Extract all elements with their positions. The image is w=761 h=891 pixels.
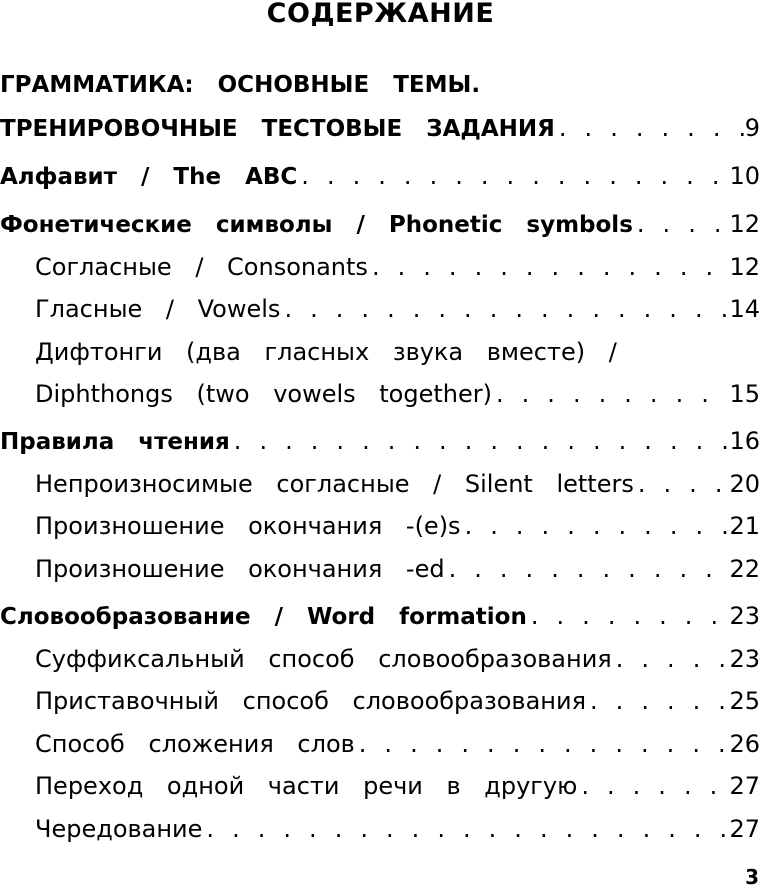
dot-leader — [492, 380, 729, 408]
toc-entry-label: Diphthongs (two vowels together) — [35, 380, 492, 408]
toc-page-number: 27 — [729, 772, 760, 800]
toc-entry-label: Способ сложения слов — [35, 730, 355, 758]
dot-leader — [586, 687, 729, 715]
dot-leader — [633, 210, 730, 238]
toc-entry-label: Фонетические символы / Phonetic symbols — [0, 212, 633, 238]
toc-page-number: 27 — [729, 815, 760, 843]
toc-entry-label: Чередование — [35, 815, 203, 843]
toc-entry-label: ГРАММАТИКА: ОСНОВНЫЕ ТЕМЫ. — [0, 72, 481, 98]
toc-page-number: 25 — [729, 687, 760, 715]
toc-entry-label: Алфавит / The ABC — [0, 164, 298, 190]
toc-entry-label: Непроизносимые согласные / Silent letters — [35, 470, 634, 498]
toc-entry-label: ТРЕНИРОВОЧНЫЕ ТЕСТОВЫЕ ЗАДАНИЯ — [0, 116, 555, 142]
toc-entry-label: Произношение окончания -(e)s — [35, 512, 461, 540]
toc-page-number: 22 — [729, 555, 760, 583]
toc-entry-grammar-heading[interactable] — [0, 72, 760, 102]
toc-entry-vowels[interactable] — [35, 295, 760, 325]
page-title: СОДЕРЖАНИЕ — [266, 0, 495, 29]
toc-page-number: 23 — [729, 602, 760, 630]
toc-entry-label: Дифтонги (два гласных звука вместе) / — [35, 338, 617, 366]
dot-leader — [280, 295, 729, 323]
dot-leader — [368, 253, 730, 281]
toc-entry-alphabet[interactable] — [0, 162, 760, 192]
dot-leader — [202, 815, 729, 843]
toc-page-number: 12 — [729, 253, 760, 281]
toc-entry-ending-ed[interactable] — [35, 555, 760, 585]
toc-page-number: 10 — [729, 162, 760, 190]
toc-entry-grammar-tests[interactable] — [0, 114, 760, 144]
toc-page-number: 26 — [729, 730, 760, 758]
dot-leader — [612, 645, 730, 673]
toc-page-number: 23 — [729, 645, 760, 673]
toc-entry-label: Правила чтения — [0, 429, 230, 455]
dot-leader — [230, 427, 730, 455]
dot-leader — [461, 512, 730, 540]
toc-entry-diphthongs-line1[interactable] — [35, 338, 760, 368]
toc-entry-label: Суффиксальный способ словообразования — [35, 645, 612, 673]
toc-entry-silent-letters[interactable] — [35, 470, 760, 500]
toc-entry-label: Переход одной части речи в другую — [35, 772, 578, 800]
dot-leader — [297, 162, 729, 190]
toc-entry-consonants[interactable] — [35, 253, 760, 283]
dot-leader — [355, 730, 730, 758]
toc-entry-label: Словообразование / Word formation — [0, 604, 527, 630]
toc-entry-label: Гласные / Vowels — [35, 295, 281, 323]
dot-leader — [555, 114, 745, 142]
toc-entry-alternation[interactable] — [35, 815, 760, 845]
toc-page-number: 16 — [729, 427, 760, 455]
toc-entry-label: Согласные / Consonants — [35, 253, 368, 281]
toc-entry-diphthongs[interactable] — [35, 380, 760, 410]
toc-entry-label: Произношение окончания -ed — [35, 555, 445, 583]
dot-leader — [634, 470, 730, 498]
toc-entry-label: Приставочный способ словообразования — [35, 687, 587, 715]
toc-entry-reading-rules[interactable] — [0, 427, 760, 457]
toc-entry-conversion[interactable] — [35, 772, 760, 802]
toc-page-number: 12 — [729, 210, 760, 238]
toc-entry-phonetic-symbols[interactable] — [0, 210, 760, 240]
toc-entry-ending-es[interactable] — [35, 512, 760, 542]
toc-page-number: 15 — [729, 380, 760, 408]
toc-entry-compounding[interactable] — [35, 730, 760, 760]
toc-page-number: 9 — [744, 114, 760, 142]
dot-leader — [577, 772, 729, 800]
dot-leader — [527, 602, 730, 630]
toc-entry-suffixation[interactable] — [35, 645, 760, 675]
toc-entry-word-formation[interactable] — [0, 602, 760, 632]
toc-page-number: 20 — [729, 470, 760, 498]
toc-page-number: 21 — [729, 512, 760, 540]
toc-page-number: 14 — [729, 295, 760, 323]
page-folio-number: 3 — [745, 865, 759, 889]
toc-entry-prefixation[interactable] — [35, 687, 760, 717]
dot-leader — [445, 555, 730, 583]
